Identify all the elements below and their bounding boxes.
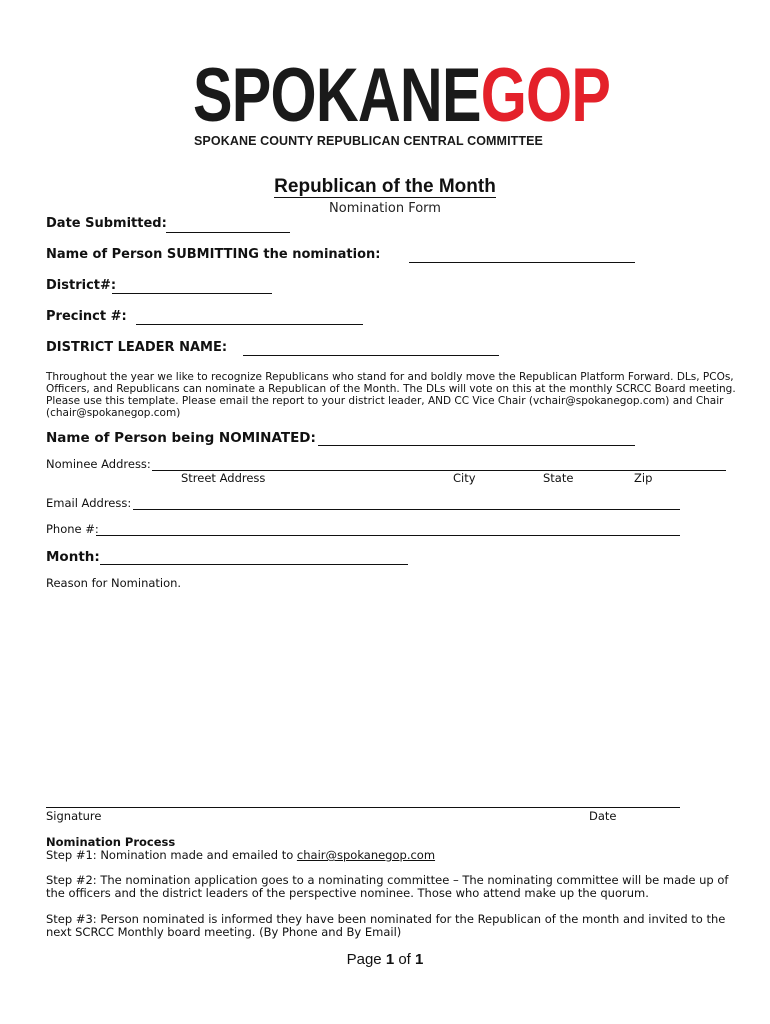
- page-indicator: Page 1 of 1: [346, 951, 424, 968]
- email-field[interactable]: [133, 509, 680, 510]
- logo-wordmark: [193, 53, 611, 138]
- process-step-2: Step #2: The nomination application goes to a nominating committee – The nominating committee will be made up of the officers and the district leaders of the perspective nominee. Those who attend make up the quorum.: [46, 873, 729, 900]
- phone-label: Phone #:: [46, 522, 99, 536]
- month-label: Month:: [46, 549, 100, 565]
- signature-line[interactable]: [46, 807, 680, 808]
- district-field[interactable]: [112, 293, 272, 294]
- instructions-paragraph: Throughout the year we like to recognize Republicans who stand for and boldly move the Republican Platform Forward. DLs, PCOs, Officers, and Republicans can nominate a Republican of the Month. The DLs will vote on this at the monthly SCRCC Board meeting. Please use this template. Please email the report to your district leader, AND CC Vice Chair (vchair@spokanegop.com) and Chair (chair@spokanegop.com): [46, 371, 736, 419]
- process-heading: Nomination Process: [46, 835, 176, 849]
- step-1-text: Step #1: Nomination made and emailed to: [46, 848, 294, 862]
- district-leader-field[interactable]: [243, 355, 499, 356]
- logo-gop-text: GOP: [480, 53, 611, 138]
- city-caption: City: [453, 471, 476, 485]
- form-subtitle: Nomination Form: [329, 201, 441, 216]
- month-field[interactable]: [100, 564, 408, 565]
- precinct-field[interactable]: [136, 324, 363, 325]
- phone-field[interactable]: [96, 535, 680, 536]
- chair-email-link[interactable]: chair@spokanegop.com: [296, 848, 436, 862]
- reason-label: Reason for Nomination.: [46, 576, 182, 590]
- logo-subtitle: SPOKANE COUNTY REPUBLICAN CENTRAL COMMITTEE: [194, 134, 543, 148]
- nominee-address-label: Nominee Address:: [46, 457, 151, 471]
- form-title: Republican of the Month: [274, 176, 496, 197]
- email-label: Email Address:: [46, 496, 132, 510]
- state-caption: State: [543, 471, 574, 485]
- spokane-gop-logo: [193, 53, 611, 153]
- submitter-name-label: Name of Person SUBMITTING the nomination:: [46, 247, 381, 262]
- district-label: District#:: [46, 278, 117, 293]
- date-submitted-label: Date Submitted:: [46, 216, 167, 231]
- reason-text-area[interactable]: [46, 594, 680, 804]
- signature-caption: Signature: [46, 809, 102, 823]
- process-step-3: Step #3: Person nominated is informed they have been nominated for the Republican of the month and invited to the next SCRCC Monthly board meeting. (By Phone and By Email): [46, 912, 726, 939]
- nominee-name-label: Name of Person being NOMINATED:: [46, 430, 316, 446]
- precinct-label: Precinct #:: [46, 309, 127, 324]
- district-leader-label: DISTRICT LEADER NAME:: [46, 340, 228, 355]
- nominee-name-field[interactable]: [318, 445, 635, 446]
- date-caption: Date: [589, 809, 617, 823]
- zip-caption: Zip: [634, 471, 653, 485]
- process-step-1: [46, 848, 435, 862]
- date-submitted-field[interactable]: [166, 232, 290, 233]
- submitter-name-field[interactable]: [409, 262, 635, 263]
- logo-spokane-text: SPOKANE: [193, 53, 481, 138]
- street-address-caption: Street Address: [181, 471, 266, 485]
